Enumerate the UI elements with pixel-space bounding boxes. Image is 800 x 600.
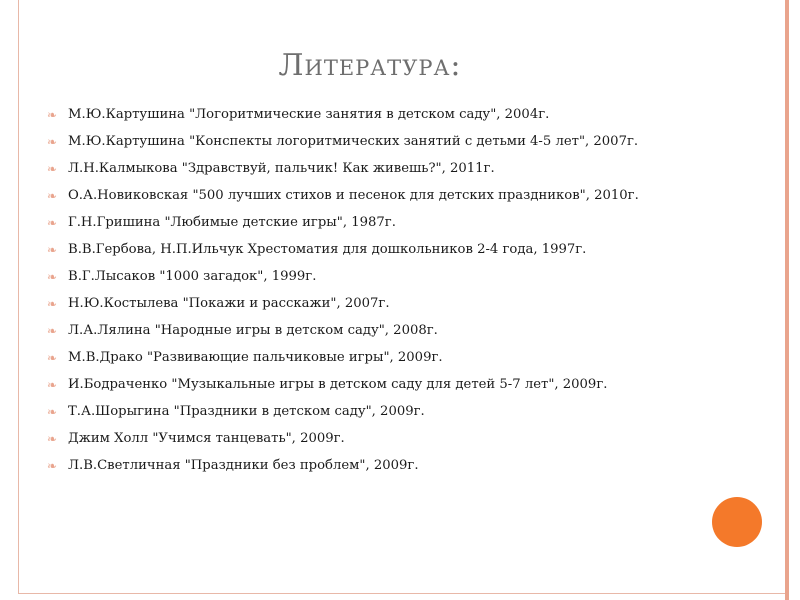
list-item bbox=[44, 322, 694, 340]
bullet-icon: ❧ bbox=[47, 297, 58, 311]
list-item-text: Г.Н.Гришина "Любимые детские игры", 1987г. bbox=[68, 215, 396, 230]
list-item bbox=[44, 160, 694, 178]
list-item bbox=[44, 349, 694, 367]
list-item-text: М.Ю.Картушина "Логоритмические занятия в детском саду", 2004г. bbox=[68, 107, 550, 122]
list-item bbox=[44, 106, 694, 124]
list-item-text: Л.В.Светличная "Праздники без проблем", 2009г. bbox=[68, 458, 419, 473]
bullet-icon: ❧ bbox=[47, 162, 58, 176]
bullet-icon: ❧ bbox=[47, 189, 58, 203]
bullet-icon: ❧ bbox=[47, 135, 58, 149]
list-item-text: М.Ю.Картушина "Конспекты логоритмических занятий с детьми 4-5 лет", 2007г. bbox=[68, 134, 639, 149]
list-item-text: Т.А.Шорыгина "Праздники в детском саду", 2009г. bbox=[68, 404, 425, 419]
list-item bbox=[44, 430, 694, 448]
bullet-icon: ❧ bbox=[47, 378, 58, 392]
list-item-text: Н.Ю.Костылева "Покажи и расскажи", 2007г. bbox=[68, 296, 390, 311]
decorative-strip bbox=[785, 0, 789, 600]
page-title: Литература: bbox=[278, 48, 462, 83]
list-item bbox=[44, 133, 694, 151]
list-item bbox=[44, 403, 694, 421]
list-item-text: М.В.Драко "Развивающие пальчиковые игры", 2009г. bbox=[68, 350, 443, 365]
list-item bbox=[44, 457, 694, 475]
bullet-icon: ❧ bbox=[47, 459, 58, 473]
bullet-icon: ❧ bbox=[47, 108, 58, 122]
list-item-text: Л.Н.Калмыкова "Здравствуй, пальчик! Как живешь?", 2011г. bbox=[68, 161, 495, 176]
list-item-text: И.Бодраченко "Музыкальные игры в детском саду для детей 5-7 лет", 2009г. bbox=[68, 377, 608, 392]
list-item bbox=[44, 187, 694, 205]
bullet-icon: ❧ bbox=[47, 432, 58, 446]
list-item bbox=[44, 241, 694, 259]
list-item-text: Джим Холл "Учимся танцевать", 2009г. bbox=[68, 431, 345, 446]
decorative-circle bbox=[712, 497, 762, 547]
bullet-icon: ❧ bbox=[47, 216, 58, 230]
list-item bbox=[44, 214, 694, 232]
bullet-icon: ❧ bbox=[47, 243, 58, 257]
list-item-text: В.В.Гербова, Н.П.Ильчук Хрестоматия для дошкольников 2-4 года, 1997г. bbox=[68, 242, 587, 257]
list-item-text: В.Г.Лысаков "1000 загадок", 1999г. bbox=[68, 269, 317, 284]
bullet-icon: ❧ bbox=[47, 270, 58, 284]
list-item-text: О.А.Новиковская "500 лучших стихов и песенок для детских праздников", 2010г. bbox=[68, 188, 639, 203]
list-item bbox=[44, 376, 694, 394]
list-item bbox=[44, 295, 694, 313]
bibliography-list bbox=[44, 106, 694, 484]
bullet-icon: ❧ bbox=[47, 351, 58, 365]
bullet-icon: ❧ bbox=[47, 324, 58, 338]
list-item bbox=[44, 268, 694, 286]
list-item-text: Л.А.Лялина "Народные игры в детском саду", 2008г. bbox=[68, 323, 438, 338]
bullet-icon: ❧ bbox=[47, 405, 58, 419]
